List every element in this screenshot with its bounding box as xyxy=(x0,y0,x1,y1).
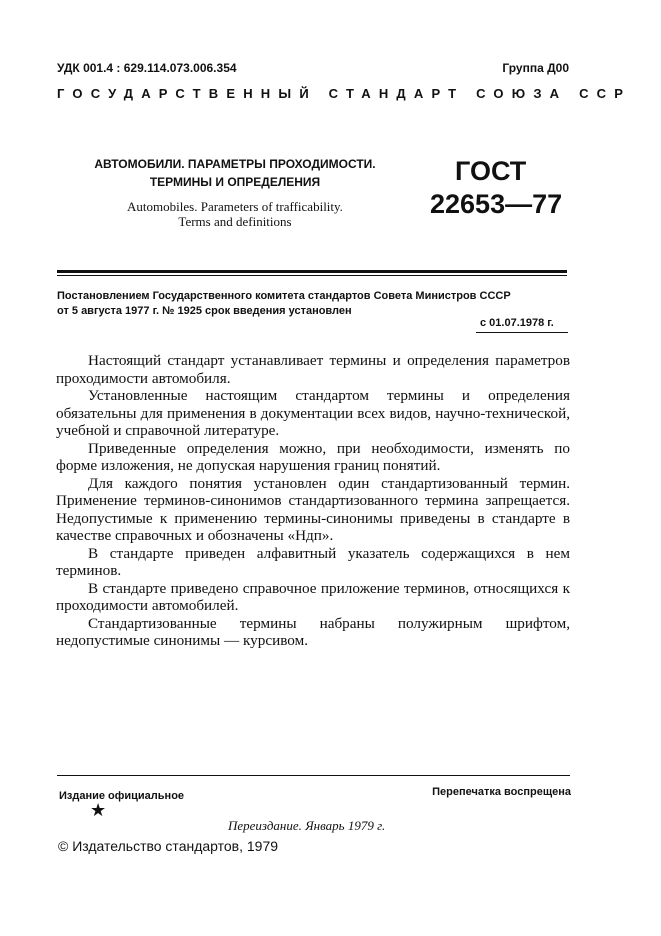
title-russian-line-2: ТЕРМИНЫ И ОПРЕДЕЛЕНИЯ xyxy=(149,175,321,189)
paragraph: В стандарте приведен алфавитный указатель содержащихся в нем терминов. xyxy=(56,544,570,579)
udk-code: УДК 001.4 : 629.114.073.006.354 xyxy=(57,61,237,75)
paragraph: Настоящий стандарт устанавливает термины и определения параметров проходимости автомобиля. xyxy=(56,352,570,387)
paragraph: Стандартизованные термины набраны полужирным шрифтом, недопустимые синонимы — курсивом. xyxy=(56,614,570,649)
decree-line-1: Постановлением Государственного комитета стандартов Совета Министров СССР xyxy=(57,290,511,302)
reprint-prohibited-label: Перепечатка воспрещена xyxy=(432,786,571,798)
official-edition-label: Издание официальное xyxy=(59,790,185,802)
publisher-copyright: © Издательство стандартов, 1979 xyxy=(58,838,279,854)
title-english-line-1: Automobiles. Parameters of trafficability. xyxy=(127,199,343,214)
title-english-line-2: Terms and definitions xyxy=(178,214,292,229)
decree-line-2: от 5 августа 1977 г. № 1925 срок введения установлен xyxy=(57,305,352,317)
paragraph: В стандарте приведено справочное приложение терминов, относящихся к проходимости автомобилей. xyxy=(56,579,570,614)
paragraph: Для каждого понятия установлен один стандартизованный термин. Применение терминов-синонимов стандартизованного термина запрещается. Недопустимые к применению термины-синонимы приведены в стандарте в качестве справочных и обозначены «Ндп». xyxy=(56,474,570,544)
state-standard-heading: ГОСУДАРСТВЕННЫЙ СТАНДАРТ СОЮЗА ССР xyxy=(57,86,632,101)
title-russian-line-1: АВТОМОБИЛИ. ПАРАМЕТРЫ ПРОХОДИМОСТИ. xyxy=(94,157,376,171)
title-block xyxy=(80,155,390,229)
paragraph: Приведенные определения можно, при необходимости, изменять по форме изложения, не допуская нарушения границ понятий. xyxy=(56,439,570,474)
gost-label: ГОСТ xyxy=(455,156,527,186)
gost-number: 22653—77 xyxy=(430,189,563,219)
star-icon: ★ xyxy=(90,800,107,820)
body-text xyxy=(56,352,570,650)
effective-date: с 01.07.1978 г. xyxy=(480,317,554,329)
footer-divider xyxy=(57,775,570,776)
header-divider-thin xyxy=(57,275,567,276)
group-code: Группа Д00 xyxy=(502,61,569,75)
reissue-note: Переиздание. Январь 1979 г. xyxy=(228,818,386,833)
header-divider-thick xyxy=(57,270,567,273)
paragraph: Установленные настоящим стандартом термины и определения обязательны для применения в документации всех видов, научно-технической, учебной и справочной литературе. xyxy=(56,387,570,439)
effective-date-underline xyxy=(476,332,568,333)
